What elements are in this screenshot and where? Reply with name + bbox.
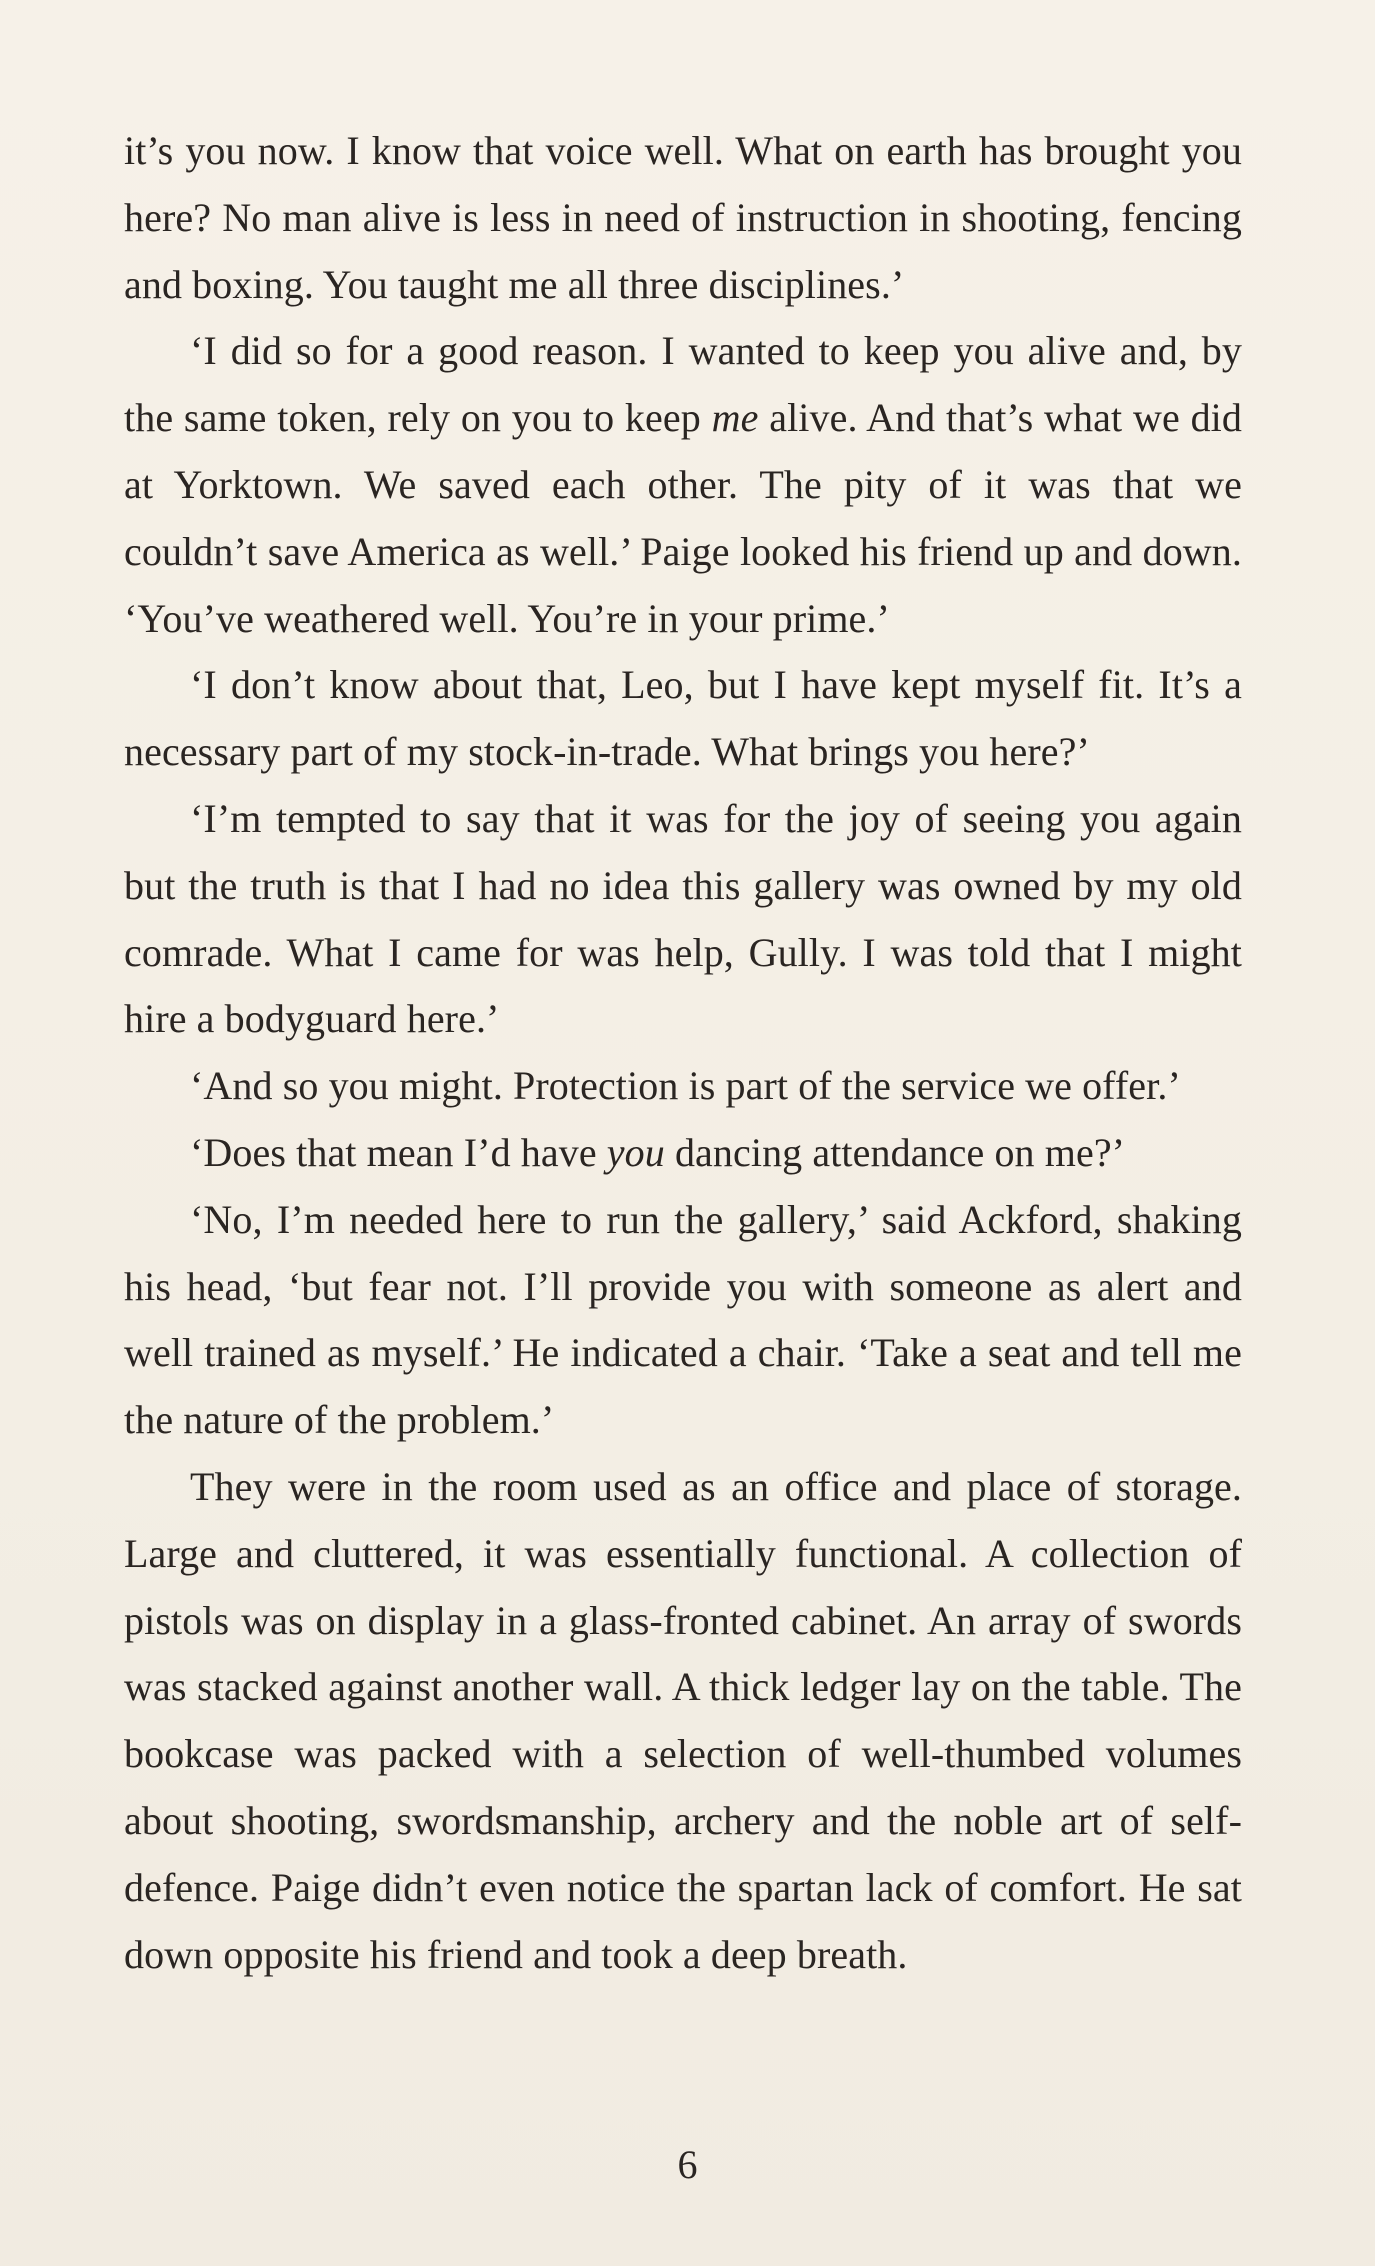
text-run: ‘Does that mean I’d have — [190, 1129, 607, 1175]
paragraph — [124, 1053, 1242, 1120]
text-run: ‘I’m tempted to say that it was for the joy of seeing you again but the truth is that I had no idea this gallery was owned by my old comrade. What I came for was help, Gully. I was told that I might hire a bodyguard here.’ — [124, 795, 1242, 1042]
paragraph — [124, 1454, 1242, 1988]
text-run: ‘No, I’m needed here to run the gallery,’ said Ackford, shaking his head, ‘but fear not. I’ll provide you with someone as alert and well trained as myself.’ He indicated a chair. ‘Take a seat and tell me the nature of the problem.’ — [124, 1196, 1242, 1443]
paragraph — [124, 318, 1242, 652]
body-text — [124, 118, 1242, 1988]
italic-word: me — [711, 395, 759, 441]
text-run: dancing attendance on me?’ — [664, 1129, 1126, 1175]
paragraph — [124, 1187, 1242, 1454]
paragraph — [124, 652, 1242, 786]
text-run: ‘And so you might. Protection is part of the service we offer.’ — [190, 1063, 1181, 1109]
text-run: alive. And that’s what we did at Yorktown. We saved each other. The pity of it was that we couldn’t save America as well.’ Paige looked his friend up and down. ‘You’ve weathered well. You’re in your prime.’ — [124, 395, 1242, 641]
paragraph — [124, 1120, 1242, 1187]
paragraph — [124, 786, 1242, 1053]
text-run: it’s you now. I know that voice well. What on earth has brought you here? No man alive is less in need of instruction in shooting, fencing and boxing. You taught me all three disciplines.’ — [124, 128, 1242, 307]
text-run: ‘I don’t know about that, Leo, but I have kept myself fit. It’s a necessary part of my stock-in-trade. What brings you here?’ — [124, 662, 1242, 775]
italic-word: you — [606, 1129, 665, 1175]
paragraph — [124, 118, 1242, 318]
page-number: 6 — [677, 2142, 698, 2187]
text-run: ‘I did so for a good reason. I wanted to keep you alive and, by the same token, rely on you to keep — [124, 328, 1242, 441]
text-run: They were in the room used as an office and place of storage. Large and cluttered, it was essentially functional. A collection of pistols was on display in a glass-fronted cabinet. An array of swords was stacked against another wall. A thick ledger lay on the table. The bookcase was packed with a selection of well-thumbed volumes about shooting, swordsmanship, archery and the noble art of self-defence. Paige didn’t even notice the spartan lack of comfort. He sat down opposite his friend and took a deep breath. — [124, 1463, 1242, 1977]
